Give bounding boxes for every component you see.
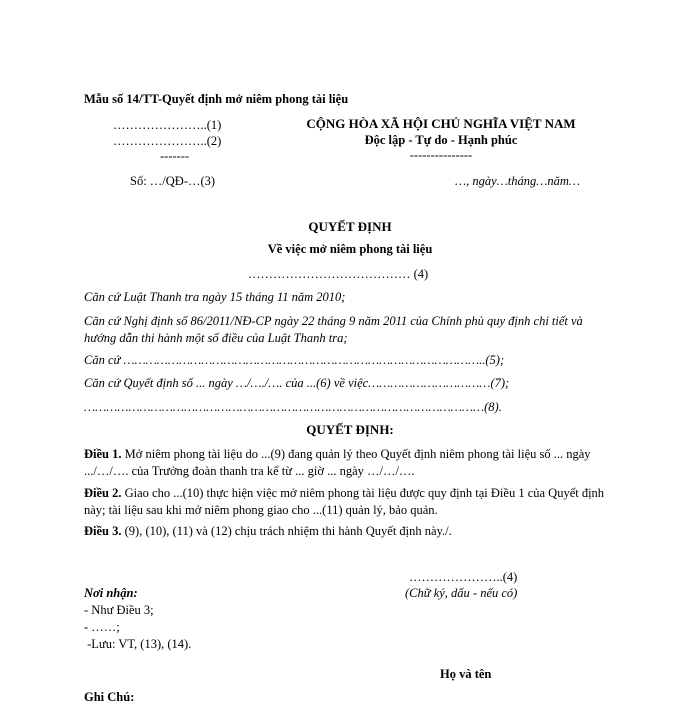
preamble-basis-4: Căn cứ Quyết định số ... ngày …/…./…. của ...(6) về việc……………………………(7); [84, 376, 510, 390]
article-text: (9), (10), (11) và (12) chịu trách nhiệm thi hành Quyết định này./. [121, 524, 452, 538]
footer-note: Ghi Chú: [84, 690, 135, 704]
issuing-authority: ………………………………… (4) [248, 267, 429, 281]
article-3 [84, 524, 614, 540]
signature-title: …………………..(4) [409, 570, 518, 584]
preamble-basis-3: Căn cứ ……………………………………………………………………………………..(5); [84, 353, 505, 367]
right-divider: --------------- [409, 148, 473, 162]
article-text: Mở niêm phong tài liệu do ...(9) đang quản lý theo Quyết định niêm phong tài liệu số ... ngày .../…/…. của Trưởng đoàn thanh tra kể từ ... giờ ... ngày …/…/…. [84, 447, 591, 478]
recipient-item: -Lưu: VT, (13), (14). [84, 637, 192, 651]
article-label: Điều 3. [84, 524, 122, 538]
decision-subject: Về việc mở niêm phong tài liệu [267, 242, 433, 256]
article-2 [84, 485, 614, 519]
left-divider: ------- [160, 149, 190, 163]
recipient-item: - Như Điều 3; [84, 603, 154, 617]
decision-title: QUYẾT ĐỊNH [308, 219, 392, 234]
agency-line-2: …………………..(2) [113, 134, 222, 148]
country-name: CỘNG HÒA XÃ HỘI CHỦ NGHĨA VIỆT NAM [306, 116, 576, 131]
recipient-item: - ……; [84, 620, 120, 634]
article-text: Giao cho ...(10) thực hiện việc mở niêm phong tài liệu được quy định tại Điều 1 của Quyết định này; tài liệu sau khi mở niêm phong giao cho ...(11) quản lý, bảo quản. [84, 486, 605, 517]
signer-name: Họ và tên [440, 667, 492, 681]
decision-heading: QUYẾT ĐỊNH: [306, 422, 394, 437]
date-line: …, ngày…tháng…năm… [455, 174, 581, 188]
signature-note: (Chữ ký, dấu - nếu có) [405, 586, 518, 600]
form-title: Mẫu số 14/TT-Quyết định mở niêm phong tài liệu [84, 92, 349, 106]
document-number: Số: …/QĐ-…(3) [130, 174, 216, 188]
article-label: Điều 1. [84, 447, 122, 461]
recipients-heading: Nơi nhận: [84, 586, 138, 600]
preamble-basis-5: ………………………………………………………………………………………………(8). [84, 400, 502, 414]
national-motto: Độc lập - Tự do - Hạnh phúc [364, 133, 518, 147]
agency-line-1: …………………..(1) [113, 118, 222, 132]
article-label: Điều 2. [84, 486, 122, 500]
article-1 [84, 446, 614, 480]
preamble-basis-1: Căn cứ Luật Thanh tra ngày 15 tháng 11 năm 2010; [84, 290, 346, 304]
preamble-basis-2: Căn cứ Nghị định số 86/2011/NĐ-CP ngày 22 tháng 9 năm 2011 của Chính phủ quy định chi tiết và hướng dẫn thi hành một số điều của Luật Thanh tra; [84, 314, 583, 345]
